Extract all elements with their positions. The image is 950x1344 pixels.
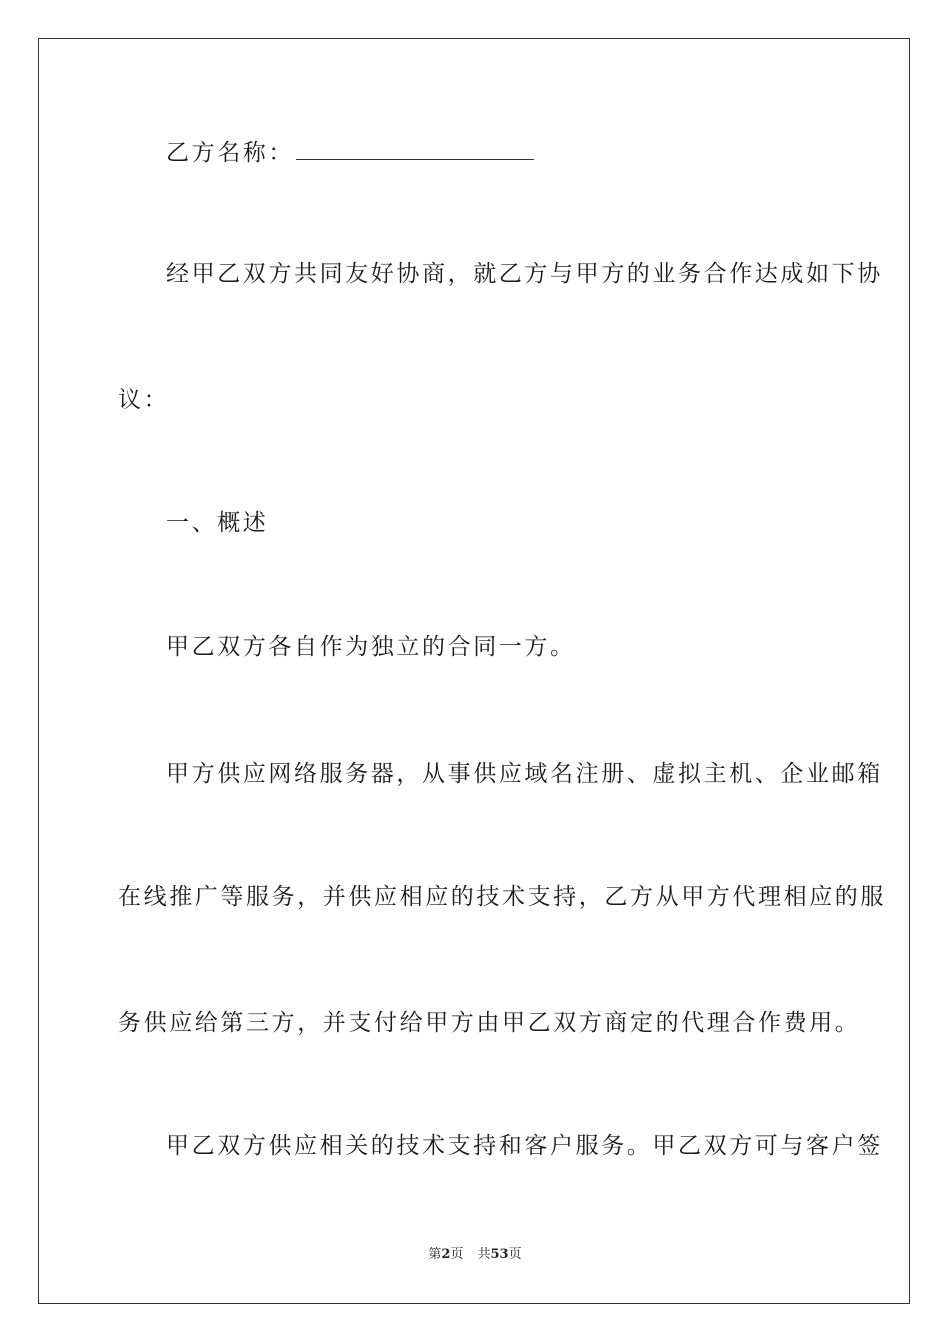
section-heading: 一、概述 [166,510,269,536]
total-pages: 53 [490,1247,509,1262]
total-suffix: 页 [508,1247,522,1262]
paragraph-line: 议： [118,387,170,413]
paragraph-line: 在线推广等服务，并供应相应的技术支持，乙方从甲方代理相应的服 [118,884,886,910]
paragraph-line: 甲方供应网络服务器，从事供应域名注册、虚拟主机、企业邮箱 [166,761,883,787]
paragraph-line: 经甲乙双方共同友好协商，就乙方与甲方的业务合作达成如下协 [166,261,883,287]
paragraph-line: 务供应给第三方，并支付给甲方由甲乙双方商定的代理合作费用。 [118,1010,861,1036]
party-b-name-blank[interactable] [296,137,534,160]
total-prefix: 共 [477,1247,491,1262]
paragraph-line: 甲乙双方各自作为独立的合同一方。 [166,634,576,660]
page-border [38,38,910,1304]
party-b-name-line [166,137,834,168]
page-number: 2 [441,1247,451,1262]
party-b-name-label: 乙方名称： [166,140,294,166]
page-prefix: 第 [428,1247,442,1262]
page-suffix: 页 [450,1247,464,1262]
page-footer [0,1246,950,1264]
paragraph-line: 甲乙双方供应相关的技术支持和客户服务。甲乙双方可与客户签 [166,1133,883,1159]
